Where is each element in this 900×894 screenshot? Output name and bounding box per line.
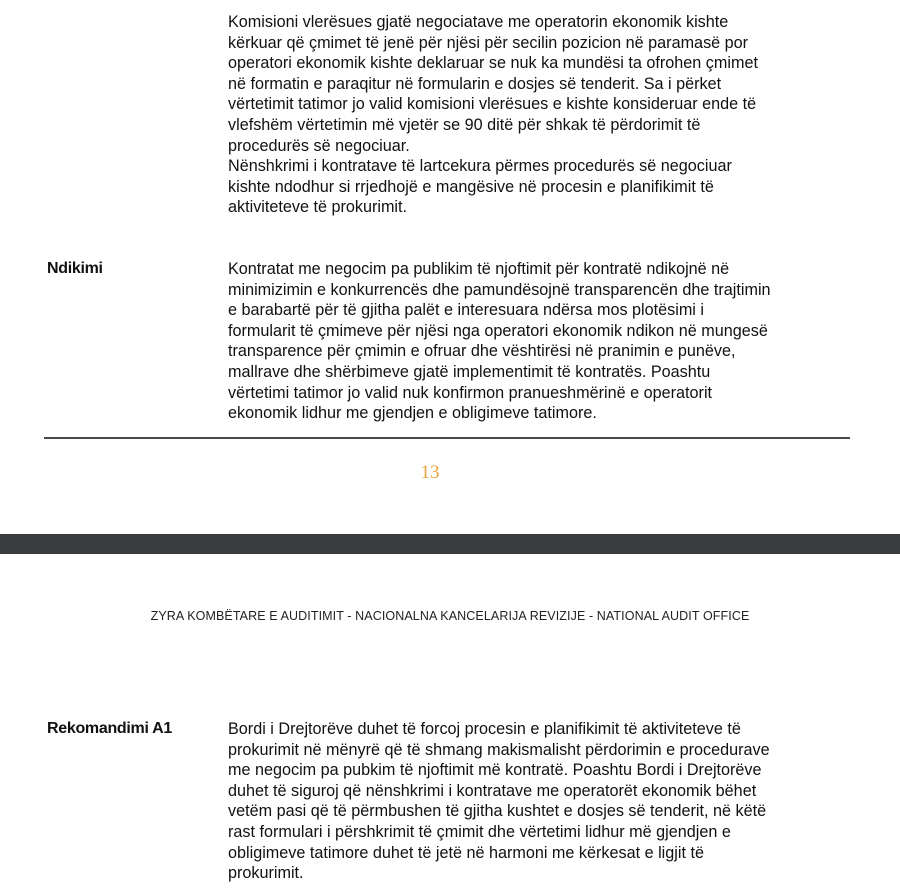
text-line: ekonomik lidhur me gjendjen e obligimeve tatimore. bbox=[228, 404, 597, 423]
text-line: prokurimit në mënyrë që të shmang makismalisht përdorimin e procedurave bbox=[228, 740, 770, 759]
text-line: prokurimit. bbox=[228, 864, 304, 883]
ndikimi-paragraph bbox=[228, 259, 858, 424]
text-line: kishte ndodhur si rrjedhojë e mangësive në procesin e planifikimit të bbox=[228, 177, 714, 196]
text-line: mallrave dhe shërbimeve gjatë implementimit të kontratës. Poashtu bbox=[228, 362, 711, 381]
text-line: formularit të çmimeve për njësi nga operatori ekonomik ndikon në mungesë bbox=[228, 321, 768, 340]
text-line: në formatin e paraqitur në formularin e dosjes së tenderit. Sa i përket bbox=[228, 74, 722, 93]
text-line: vetëm pasi që të përmbushen të gjitha kushtet e dosjes së tenderit, në këtë bbox=[228, 802, 767, 821]
text-line: vlefshëm vërtetimin më vjetër se 90 ditë për shkak të përdorimit të bbox=[228, 115, 701, 134]
text-line: Kontratat me negocim pa publikim të njoftimit për kontratë ndikojnë në bbox=[228, 260, 730, 278]
rekomandimi-label: Rekomandimi A1 bbox=[47, 720, 173, 737]
page-separator bbox=[0, 534, 900, 554]
text-line: me negocim pa pubkim të njoftimit më kontratë. Poashtu Bordi i Drejtorëve bbox=[228, 761, 762, 780]
ndikimi-label: Ndikimi bbox=[47, 260, 103, 277]
text-line: obligimeve tatimore duhet të jetë në harmoni me kërkesat e ligjit të bbox=[228, 843, 704, 862]
text-line: aktiviteteve të prokurimit. bbox=[228, 198, 408, 217]
text-line: Komisioni vlerësues gjatë negociatave me operatorin ekonomik kishte bbox=[228, 13, 729, 31]
footer-divider bbox=[44, 437, 850, 439]
text-line: vërtetimit tatimor jo valid komisioni vlerësues e kishte konsideruar ende të bbox=[228, 95, 757, 114]
text-line: Bordi i Drejtorëve duhet të forcoj procesin e planifikimit të aktiviteteve të bbox=[228, 720, 741, 738]
rekomandimi-paragraph bbox=[228, 719, 858, 884]
text-line: vërtetimi tatimor jo valid nuk konfirmon pranueshmërinë e operatorit bbox=[228, 383, 713, 402]
text-line: transparence për çmimin e ofruar dhe vështirësi në pranimin e punëve, bbox=[228, 342, 736, 361]
page-header: ZYRA KOMBËTARE E AUDITIMIT - NACIONALNA KANCELARIJA REVIZIJE - NATIONAL AUDIT OFFICE bbox=[150, 609, 750, 623]
page-number: 13 bbox=[420, 462, 440, 483]
text-line: duhet të siguroj që nënshkrimi i kontratave me operatorët ekonomik bëhet bbox=[228, 781, 757, 800]
intro-paragraph bbox=[228, 12, 858, 218]
text-line: operatori ekonomik kishte deklaruar se nuk ka mundësi ta ofrohen çmimet bbox=[228, 54, 758, 73]
text-line: e barabartë për të gjitha palët e interesuara ndërsa mos plotësimi i bbox=[228, 301, 704, 320]
text-line: rast formulari i përshkrimit të çmimit dhe vërtetimi lidhur më gjendjen e bbox=[228, 822, 731, 841]
text-line: Nënshkrimi i kontratave të lartcekura përmes procedurës së negociuar bbox=[228, 157, 732, 176]
text-line: minimizimin e konkurrencës dhe pamundësojnë transparencën dhe trajtimin bbox=[228, 280, 771, 299]
text-line: kërkuar që çmimet të jenë për njësi për secilin pozicion në paramasë por bbox=[228, 33, 749, 52]
text-line: procedurës së negociuar. bbox=[228, 136, 410, 155]
